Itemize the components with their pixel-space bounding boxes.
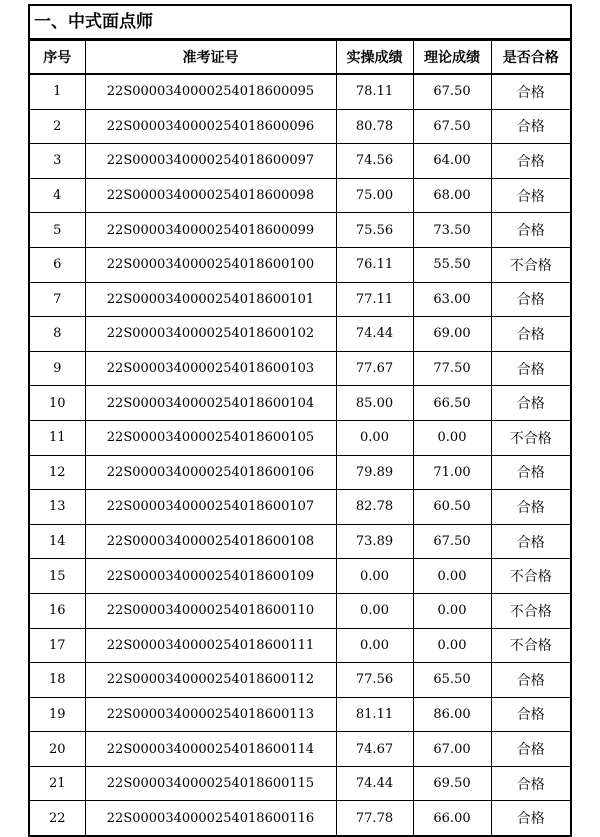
practical-score-cell: 75.00 bbox=[336, 178, 413, 213]
seq-cell: 18 bbox=[30, 663, 85, 698]
table-row bbox=[30, 317, 570, 352]
exam-id-cell: 22S0000340000254018600115 bbox=[85, 766, 336, 801]
table-row bbox=[30, 697, 570, 732]
table-row bbox=[30, 109, 570, 144]
theory-score-cell: 65.50 bbox=[413, 663, 491, 698]
table-row bbox=[30, 282, 570, 317]
exam-id-cell: 22S0000340000254018600096 bbox=[85, 109, 336, 144]
theory-score-cell: 63.00 bbox=[413, 282, 491, 317]
theory-score-cell: 77.50 bbox=[413, 351, 491, 386]
exam-id-cell: 22S0000340000254018600111 bbox=[85, 628, 336, 663]
practical-score-cell: 80.78 bbox=[336, 109, 413, 144]
seq-cell: 20 bbox=[30, 732, 85, 767]
pass-status-cell: 不合格 bbox=[491, 420, 570, 455]
table-row bbox=[30, 663, 570, 698]
practical-score-cell: 0.00 bbox=[336, 628, 413, 663]
exam-id-cell: 22S0000340000254018600103 bbox=[85, 351, 336, 386]
header-exam-id: 准考证号 bbox=[85, 41, 336, 75]
practical-score-cell: 0.00 bbox=[336, 420, 413, 455]
exam-id-cell: 22S0000340000254018600097 bbox=[85, 144, 336, 179]
exam-id-cell: 22S0000340000254018600102 bbox=[85, 317, 336, 352]
theory-score-cell: 67.50 bbox=[413, 109, 491, 144]
theory-score-cell: 0.00 bbox=[413, 628, 491, 663]
practical-score-cell: 81.11 bbox=[336, 697, 413, 732]
theory-score-cell: 0.00 bbox=[413, 420, 491, 455]
theory-score-cell: 69.00 bbox=[413, 317, 491, 352]
practical-score-cell: 77.56 bbox=[336, 663, 413, 698]
theory-score-cell: 69.50 bbox=[413, 766, 491, 801]
theory-score-cell: 66.00 bbox=[413, 801, 491, 836]
practical-score-cell: 82.78 bbox=[336, 490, 413, 525]
pass-status-cell: 合格 bbox=[491, 801, 570, 836]
seq-cell: 1 bbox=[30, 74, 85, 109]
theory-score-cell: 68.00 bbox=[413, 178, 491, 213]
theory-score-cell: 0.00 bbox=[413, 559, 491, 594]
exam-id-cell: 22S0000340000254018600106 bbox=[85, 455, 336, 490]
seq-cell: 14 bbox=[30, 524, 85, 559]
pass-status-cell: 合格 bbox=[491, 178, 570, 213]
pass-status-cell: 合格 bbox=[491, 697, 570, 732]
exam-id-cell: 22S0000340000254018600100 bbox=[85, 247, 336, 282]
seq-cell: 13 bbox=[30, 490, 85, 525]
exam-id-cell: 22S0000340000254018600116 bbox=[85, 801, 336, 836]
table-row bbox=[30, 213, 570, 248]
table-row bbox=[30, 351, 570, 386]
exam-id-cell: 22S0000340000254018600114 bbox=[85, 732, 336, 767]
practical-score-cell: 74.44 bbox=[336, 766, 413, 801]
pass-status-cell: 不合格 bbox=[491, 593, 570, 628]
pass-status-cell: 合格 bbox=[491, 282, 570, 317]
seq-cell: 15 bbox=[30, 559, 85, 594]
header-seq: 序号 bbox=[30, 41, 85, 75]
pass-status-cell: 不合格 bbox=[491, 628, 570, 663]
practical-score-cell: 74.56 bbox=[336, 144, 413, 179]
practical-score-cell: 79.89 bbox=[336, 455, 413, 490]
theory-score-cell: 66.50 bbox=[413, 386, 491, 421]
table-row bbox=[30, 559, 570, 594]
practical-score-cell: 0.00 bbox=[336, 593, 413, 628]
pass-status-cell: 合格 bbox=[491, 766, 570, 801]
results-sheet bbox=[28, 4, 572, 837]
seq-cell: 7 bbox=[30, 282, 85, 317]
header-theory-score: 理论成绩 bbox=[413, 41, 491, 75]
seq-cell: 22 bbox=[30, 801, 85, 836]
table-body bbox=[30, 74, 570, 836]
pass-status-cell: 合格 bbox=[491, 109, 570, 144]
seq-cell: 6 bbox=[30, 247, 85, 282]
pass-status-cell: 合格 bbox=[491, 74, 570, 109]
seq-cell: 10 bbox=[30, 386, 85, 421]
theory-score-cell: 67.00 bbox=[413, 732, 491, 767]
practical-score-cell: 78.11 bbox=[336, 74, 413, 109]
theory-score-cell: 60.50 bbox=[413, 490, 491, 525]
exam-id-cell: 22S0000340000254018600105 bbox=[85, 420, 336, 455]
practical-score-cell: 76.11 bbox=[336, 247, 413, 282]
table-row bbox=[30, 420, 570, 455]
seq-cell: 12 bbox=[30, 455, 85, 490]
seq-cell: 17 bbox=[30, 628, 85, 663]
pass-status-cell: 合格 bbox=[491, 524, 570, 559]
theory-score-cell: 71.00 bbox=[413, 455, 491, 490]
table-row bbox=[30, 593, 570, 628]
practical-score-cell: 74.67 bbox=[336, 732, 413, 767]
seq-cell: 19 bbox=[30, 697, 85, 732]
theory-score-cell: 86.00 bbox=[413, 697, 491, 732]
table-row bbox=[30, 628, 570, 663]
results-table bbox=[30, 40, 570, 837]
table-row bbox=[30, 455, 570, 490]
exam-id-cell: 22S0000340000254018600104 bbox=[85, 386, 336, 421]
seq-cell: 21 bbox=[30, 766, 85, 801]
pass-status-cell: 合格 bbox=[491, 351, 570, 386]
header-pass-status: 是否合格 bbox=[491, 41, 570, 75]
practical-score-cell: 73.89 bbox=[336, 524, 413, 559]
table-row bbox=[30, 386, 570, 421]
practical-score-cell: 75.56 bbox=[336, 213, 413, 248]
seq-cell: 11 bbox=[30, 420, 85, 455]
exam-id-cell: 22S0000340000254018600112 bbox=[85, 663, 336, 698]
seq-cell: 2 bbox=[30, 109, 85, 144]
theory-score-cell: 73.50 bbox=[413, 213, 491, 248]
seq-cell: 9 bbox=[30, 351, 85, 386]
pass-status-cell: 合格 bbox=[491, 386, 570, 421]
table-row bbox=[30, 490, 570, 525]
exam-id-cell: 22S0000340000254018600095 bbox=[85, 74, 336, 109]
seq-cell: 16 bbox=[30, 593, 85, 628]
practical-score-cell: 77.11 bbox=[336, 282, 413, 317]
practical-score-cell: 74.44 bbox=[336, 317, 413, 352]
practical-score-cell: 77.67 bbox=[336, 351, 413, 386]
seq-cell: 4 bbox=[30, 178, 85, 213]
pass-status-cell: 合格 bbox=[491, 732, 570, 767]
table-row bbox=[30, 524, 570, 559]
exam-id-cell: 22S0000340000254018600108 bbox=[85, 524, 336, 559]
pass-status-cell: 不合格 bbox=[491, 247, 570, 282]
table-row bbox=[30, 801, 570, 836]
seq-cell: 5 bbox=[30, 213, 85, 248]
theory-score-cell: 64.00 bbox=[413, 144, 491, 179]
pass-status-cell: 合格 bbox=[491, 213, 570, 248]
seq-cell: 8 bbox=[30, 317, 85, 352]
theory-score-cell: 67.50 bbox=[413, 524, 491, 559]
exam-id-cell: 22S0000340000254018600107 bbox=[85, 490, 336, 525]
table-row bbox=[30, 732, 570, 767]
exam-id-cell: 22S0000340000254018600110 bbox=[85, 593, 336, 628]
table-row bbox=[30, 144, 570, 179]
pass-status-cell: 合格 bbox=[491, 317, 570, 352]
table-row bbox=[30, 247, 570, 282]
theory-score-cell: 0.00 bbox=[413, 593, 491, 628]
section-title: 一、中式面点师 bbox=[30, 6, 570, 40]
exam-id-cell: 22S0000340000254018600099 bbox=[85, 213, 336, 248]
exam-id-cell: 22S0000340000254018600109 bbox=[85, 559, 336, 594]
table-row bbox=[30, 178, 570, 213]
header-practical-score: 实操成绩 bbox=[336, 41, 413, 75]
pass-status-cell: 合格 bbox=[491, 663, 570, 698]
table-row bbox=[30, 766, 570, 801]
pass-status-cell: 合格 bbox=[491, 455, 570, 490]
practical-score-cell: 85.00 bbox=[336, 386, 413, 421]
theory-score-cell: 55.50 bbox=[413, 247, 491, 282]
header-row bbox=[30, 41, 570, 75]
practical-score-cell: 0.00 bbox=[336, 559, 413, 594]
seq-cell: 3 bbox=[30, 144, 85, 179]
table-row bbox=[30, 74, 570, 109]
practical-score-cell: 77.78 bbox=[336, 801, 413, 836]
pass-status-cell: 合格 bbox=[491, 144, 570, 179]
exam-id-cell: 22S0000340000254018600101 bbox=[85, 282, 336, 317]
exam-id-cell: 22S0000340000254018600098 bbox=[85, 178, 336, 213]
exam-id-cell: 22S0000340000254018600113 bbox=[85, 697, 336, 732]
pass-status-cell: 不合格 bbox=[491, 559, 570, 594]
theory-score-cell: 67.50 bbox=[413, 74, 491, 109]
pass-status-cell: 合格 bbox=[491, 490, 570, 525]
